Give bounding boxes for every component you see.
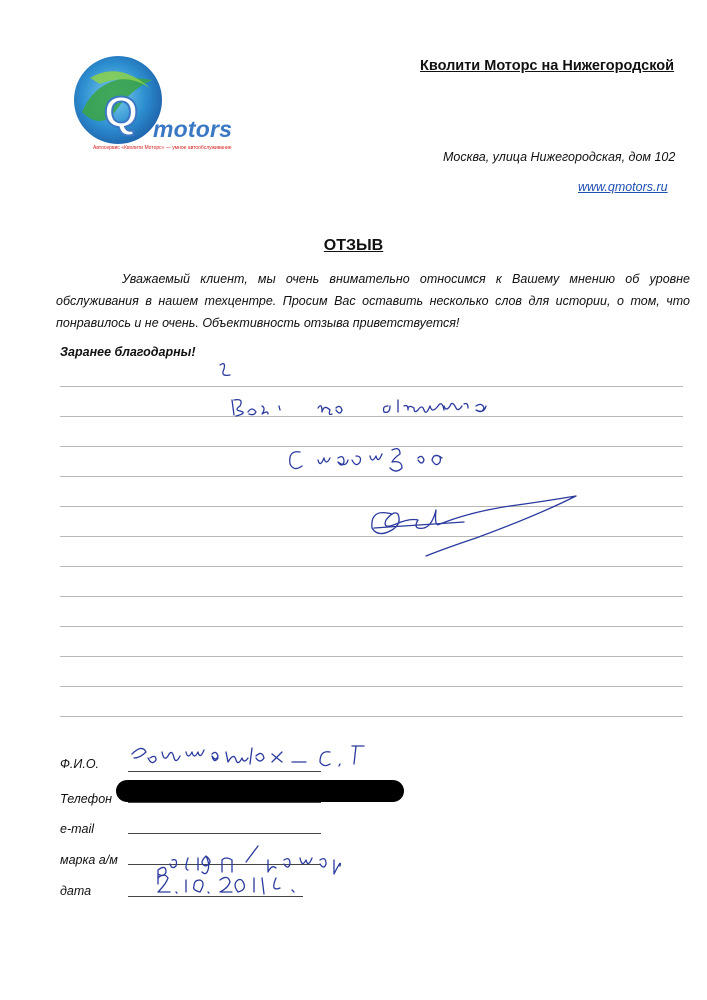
handwritten-word: [318, 406, 342, 415]
handwritten-car: [158, 846, 340, 884]
ruled-line: [60, 656, 683, 657]
logo-letter: Q: [104, 88, 139, 137]
phone-label: Телефон: [60, 792, 113, 806]
car-label: марка а/м: [60, 853, 118, 867]
date-field[interactable]: [128, 896, 303, 897]
ruled-line: [60, 386, 683, 387]
handwritten-word: [318, 449, 442, 471]
phone-field[interactable]: [128, 802, 321, 803]
ruled-line: [60, 716, 683, 717]
date-label: дата: [60, 884, 92, 898]
ruled-line: [60, 416, 683, 417]
handwritten-mark: [220, 364, 230, 376]
company-name: Кволити Моторс на Нижегородской: [420, 58, 675, 74]
handwritten-word: [290, 452, 302, 469]
ruled-line: [60, 476, 683, 477]
ruled-line: [60, 446, 683, 447]
ruled-line: [60, 536, 683, 537]
company-address: Москва, улица Нижегородская, дом 102: [443, 150, 676, 164]
handwritten-fio: [320, 746, 364, 766]
thanks-text: Заранее благодарны!: [60, 345, 196, 359]
fio-label: Ф.И.О.: [60, 757, 100, 771]
fio-field[interactable]: [128, 771, 321, 772]
ruled-line: [60, 566, 683, 567]
logo-tagline: Автосервис «Кволити Моторс» — умное автообслуживание: [93, 145, 232, 151]
signature-stroke: [374, 522, 464, 528]
email-label: e-mail: [60, 822, 95, 836]
company-logo: [60, 50, 260, 160]
handwritten-date: [158, 875, 294, 894]
handwritten-word: [384, 400, 487, 412]
signature-stroke: [372, 496, 576, 556]
logo-emblem-icon: [60, 50, 260, 160]
page-title: ОТЗЫВ: [323, 237, 384, 254]
handwritten-word: [232, 400, 280, 416]
ruled-line: [60, 596, 683, 597]
logo-wordmark: motors: [153, 116, 233, 142]
handwritten-fio: [132, 748, 306, 764]
phone-redaction: [116, 780, 404, 802]
intro-text: Уважаемый клиент, мы очень внимательно относимся к Вашему мнению об уровне обслуживания в нашем техцентре. Просим Вас оставить несколько слов для истории, о том, что понравилось и не очень. Объективность отзыва приветствуется!: [56, 272, 690, 330]
ruled-line: [60, 626, 683, 627]
company-website-link[interactable]: www.qmotors.ru: [578, 180, 668, 194]
email-field[interactable]: [128, 833, 321, 834]
car-field[interactable]: [128, 864, 321, 865]
ruled-line: [60, 686, 683, 687]
ruled-line: [60, 506, 683, 507]
